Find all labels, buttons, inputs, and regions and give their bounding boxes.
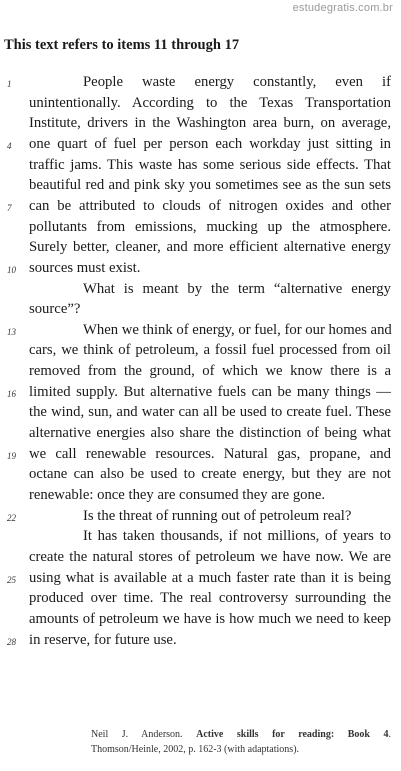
line-number: 25: [7, 575, 16, 585]
passage-line: It has taken thousands, if not millions, of years to: [83, 528, 391, 544]
passage-line: amounts of petroleum we have is how much we need to keep: [29, 611, 391, 627]
citation-punct: .: [388, 729, 391, 740]
passage-line: removed from the ground, of which we know there is a: [29, 363, 391, 379]
passage-line: cars, we think of petroleum, a fossil fuel processed from oil: [29, 342, 391, 358]
line-number: 16: [7, 389, 16, 399]
passage-line: produced over time. The real controversy surrounding the: [29, 590, 391, 606]
line-number: 10: [7, 265, 16, 275]
passage-line: renewable: once they are consumed they are gone.: [29, 487, 326, 503]
citation-author: Neil J. Anderson.: [91, 729, 183, 740]
passage-line: People waste energy constantly, even if: [83, 74, 391, 90]
passage-line: the wind, sun, and water can all be used to create fuel. These: [29, 404, 391, 420]
passage-line: alternative energies also share the distinction of being what: [29, 425, 391, 441]
passage-line: source”?: [29, 301, 81, 317]
site-watermark: estudegratis.com.br: [292, 2, 393, 14]
passage-line: create the natural stores of petroleum we have now. We are: [29, 549, 391, 565]
passage-line: unintentionally. According to the Texas Transportation: [29, 95, 391, 111]
passage-line: traffic jams. This waste has some serious side effects. That: [29, 157, 391, 173]
passage-line: octane can also be used to create energy, but they are not: [29, 466, 391, 482]
line-number: 7: [7, 203, 12, 213]
passage-line: pollutants from emissions, mucking up the atmosphere.: [29, 219, 391, 235]
citation-publisher: Thomson/Heinle, 2002, p. 162-3 (with adaptations).: [91, 744, 300, 755]
passage-line: Institute, drivers in the Washington area burn, on average,: [29, 115, 391, 131]
line-number: 28: [7, 637, 16, 647]
passage-line: in reserve, for future use.: [29, 632, 177, 648]
section-heading: This text refers to items 11 through 17: [4, 37, 240, 53]
source-citation: [91, 727, 391, 757]
passage-line: limited supply. But alternative fuels can be many things —: [29, 384, 391, 400]
passage-line: we call renewable resources. Natural gas, propane, and: [29, 446, 391, 462]
passage-line: Is the threat of running out of petroleum real?: [83, 508, 352, 524]
line-number: 22: [7, 513, 16, 523]
passage-line: one quart of fuel per person each workday just sitting in: [29, 136, 391, 152]
citation-title: Active skills for reading: Book 4: [196, 729, 389, 740]
passage-line: using what is available at a much faster rate than it is being: [29, 570, 391, 586]
line-number: 1: [7, 79, 12, 89]
passage-line: can be attributed to clouds of nitrogen oxides and other: [29, 198, 391, 214]
passage-line: What is meant by the term “alternative energy: [83, 281, 391, 297]
passage-line: sources must exist.: [29, 260, 141, 276]
passage-line: beautiful red and pink sky you sometimes see as the sun sets: [29, 177, 391, 193]
passage-line: Surely better, cleaner, and more efficient alternative energy: [29, 239, 391, 255]
passage-line: When we think of energy, or fuel, for our homes and: [83, 322, 392, 338]
line-number: 4: [7, 141, 12, 151]
line-number: 19: [7, 451, 16, 461]
line-number: 13: [7, 327, 16, 337]
